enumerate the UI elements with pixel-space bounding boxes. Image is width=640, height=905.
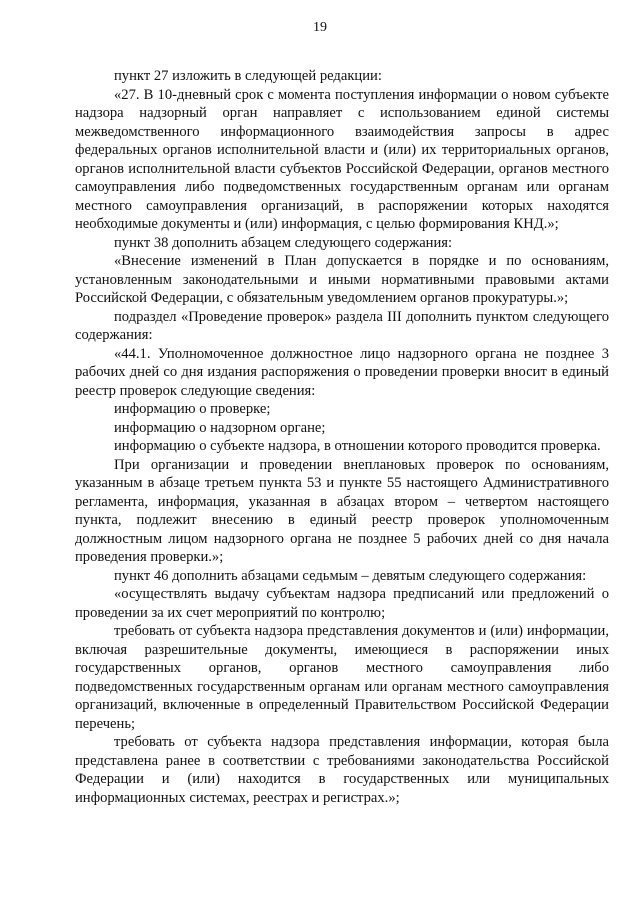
paragraph-amend-item-38: пункт 38 дополнить абзацем следующего содержания:	[114, 234, 453, 251]
paragraph-issue-orders: «осуществлять выдачу субъектам надзора предписаний или предложений о проведении за их счет мероприятий по контролю;	[75, 586, 609, 621]
paragraph-amend-item-46: пункт 46 дополнить абзацами седьмым – девятым следующего содержания:	[114, 567, 587, 584]
paragraph-amend-item-27: пункт 27 изложить в следующей редакции:	[114, 68, 382, 84]
paragraph-require-documents: требовать от субъекта надзора представления документов и (или) информации, включая разрешительные документы, имеющиеся в распоряжении иных государственных органов, органов местного самоуправления либо подведомственных государственным органам или органам местного самоуправления организаций, включенные в определенный Правительством Российской Федерации перечень;	[75, 623, 609, 732]
document-body	[75, 67, 609, 807]
page-number: 19	[313, 20, 327, 35]
paragraph-unscheduled-inspections: При организации и проведении внеплановых проверок по основаниям, указанным в абзаце третьем пункта 53 и пункте 55 настоящего Административного регламента, информация, указанная в абзацах втором – четвертом настоящего пункта, подлежит внесению в единый реестр проверок уполномоченным должностным лицом надзорного органа не позднее 5 рабочих дней со дня начала проведения проверки.»;	[75, 456, 609, 565]
paragraph-amend-subsection: подраздел «Проведение проверок» раздела III дополнить пунктом следующего содержания:	[75, 308, 609, 343]
paragraph-item-44-1: «44.1. Уполномоченное должностное лицо надзорного органа не позднее 3 рабочих дней со дня издания распоряжения о проведении проверки вносит в единый реестр проверок следующие сведения:	[75, 345, 609, 399]
paragraph-item-27-text: «27. В 10-дневный срок с момента поступления информации о новом субъекте надзора надзорный орган направляет с использованием единой системы межведомственного информационного взаимодействия запросы в адрес федеральных органов исполнительной власти и (или) их территориальных органов, органов исполнительной власти субъектов Российской Федерации, органов местного самоуправления либо подведомственных государственным органам или органам местного самоуправления организаций, в распоряжении которых находятся необходимые документы и (или) информация, с целью формирования КНД.»;	[75, 86, 609, 232]
paragraph-info-authority: информацию о надзорном органе;	[114, 419, 326, 436]
paragraph-require-information: требовать от субъекта надзора представления информации, которая была представлена ранее в соответствии с требованиями законодательства Российской Федерации и (или) находится в государственных или муниципальных информационных системах, реестрах и регистрах.»;	[75, 734, 609, 806]
paragraph-info-subject: информацию о субъекте надзора, в отношении которого проводится проверка.	[114, 438, 601, 454]
paragraph-item-38-text: «Внесение изменений в План допускается в порядке и по основаниям, установленным законодательными и иными нормативными правовыми актами Российской Федерации, с обязательным уведомлением органов прокуратуры.»;	[75, 253, 609, 306]
paragraph-info-inspection: информацию о проверке;	[114, 401, 271, 417]
